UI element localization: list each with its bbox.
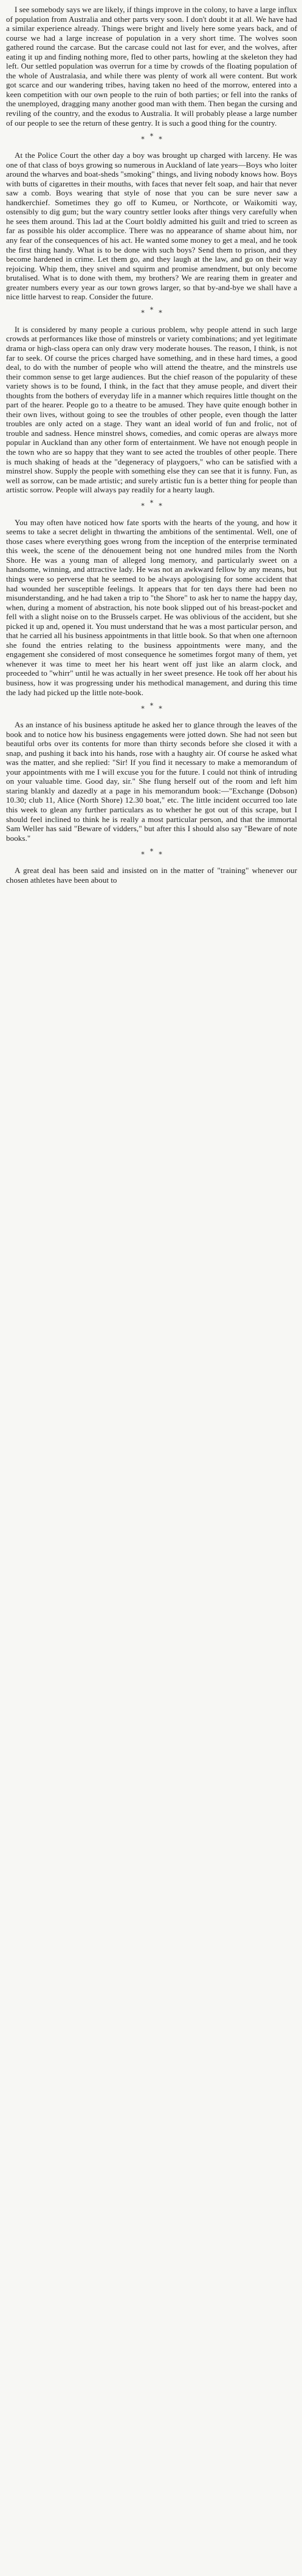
asterism-divider <box>6 702 297 715</box>
paragraph-influx: I see somebody says we are likely, if things improve in the colony, to have a large influx of population from Australia and other parts very soon. I don't doubt it at all. We have had a similar experience already. Things were bright and lively here some years back, and of course we had a large increase of population in a very short time. The wolves soon gathered round the carcase. But the carcase could not last for ever, and the wolves, after eating it up and finding nothing more, fled to other parts, howling at the skeleton they had left. Our settled population was overrun for a time by crowds of the floating population of the whole of Australasia, and while there was plenty of work all were content. But work got scarce and our wandering tribes, having taken no heed of the morrow, entered into a keen competition with our own people to the ruin of both parties; or fell into the ranks of the unemployed, dragging many another good man with them. Then began the cursing and reviling of the country, and the exodus to Australia. It will probably please a large number of our people to see the return of these gentry. It is such a good thing for the country. <box>6 5 297 127</box>
paragraph-fate-and-young: You may often have noticed how fate sports with the hearts of the young, and how it seems to take a secret delight in thwarting the ambitions of the sentimental. Well, one of those cases where everything goes wrong from the inception of the enterprise terminated this week, the scene of the dénouement being not one hundred miles from the North Shore. He was a young man of alleged long memory, and particularly sweet on a handsome, winning, and attractive lady. He was not an awkward fellow by any means, but things were so perverse that he seemed to be always apologising for some accident that had wounded her susceptible feelings. It appears that for ten days there had been no misunderstanding, and he had taken a trip to "the Shore" to ask her to name the happy day, when, during a moment of abstraction, his note book slipped out of his breast-pocket and fell with a slight noise on to the Brussels carpet. He was oblivious of the accident, but she picked it up and, opened it. You must understand that he was a most particular person, and that he carried all his business appointments in that little book. So that when one afternoon she found the entries relating to the business appointments were many, and the engagement she considered of most consequence he sometimes forgot many of them, yet whenever it was time to meet her his heart went off just like an alarm clock, and proceeded to "whirr" until he was actually in her sweet presence. He took off her about his business, how it was progressing under his methodical management, and during this time the lady had picked up the little note-book. <box>6 517 297 697</box>
asterisk-glyph: * <box>159 850 162 858</box>
asterisk-glyph: * <box>141 135 145 143</box>
asterisk-glyph: * <box>159 135 162 143</box>
asterism-divider <box>6 848 297 860</box>
asterism-divider <box>6 133 297 145</box>
paragraph-police-court: At the Police Court the other day a boy was brought up charged with larceny. He was one of that class of boys growing so numerous in Auckland of late years—Boys who loiter around the wharves and boat-sheds "smoking" things, and living nobody knows how. Boys with butts of cigarettes in their mouths, with faces that never felt soap, and hair that never saw a comb. Boys wearing that style of nose that you can be sure never saw a handkerchief. Sometimes they go off to Kumeu, or Northcote, or Waikomiti way, ostensibly to dig gum; but the wary country settler looks after things very carefully when he sees them around. This lad at the Court boldly admitted his guilt and tried to screen as far as possible his older accomplice. There was no appearance of shame about him, nor any fear of the consequences of his act. He wanted some money to get a meal, and he took the first thing handy. What is to be done with such boys? Send them to prison, and they become hardened in crime. Let them go, and they laugh at the law, and go on their way rejoicing. Whip them, they snivel and squirm and promise amendment, but only become brutalised. What is to done with them, my brothers? We are rearing them in greater and greater numbers every year as our town grows larger, so that by-and-bye we shall have a nice little harvest to reap. Consider the future. <box>6 151 297 302</box>
asterisk-glyph: * <box>141 704 145 713</box>
asterisk-glyph: * <box>149 701 154 710</box>
paragraph-note-books: As an instance of his business aptitude he asked her to glance through the leaves of the book and to notice how his business engagements were jotted down. She had not seen but beautiful orbs over its contents for more than thirty seconds before she closed it with a snap, and pushing it back into his hands, rose with a haughty air. Of course he asked what was the matter, and she replied: "Sir! If you find it necessary to make a memorandum of your appointments with me I will excuse you for the future. I could not think of intruding on your valuable time. Good day, sir." She flung herself out of the room and left him staring blankly and dazedly at a page in his memorandum book:—"Exchange (Dobson) 10.30; club 11, Alice (North Shore) 12.30 boat," etc. The little incident occurred too late this week to glean any further particulars as to whether he got out of this scrape, but I should feel inclined to think he is really a most particular person, and that the immortal Sam Weller has said "Beware of vidders," but after this I should also say "Beware of note books." <box>6 720 297 843</box>
asterisk-glyph: * <box>159 704 162 713</box>
asterisk-glyph: * <box>141 502 145 511</box>
asterisk-glyph: * <box>141 309 145 318</box>
asterisk-glyph: * <box>141 850 145 858</box>
asterism-divider <box>6 307 297 319</box>
asterisk-glyph: * <box>159 309 162 318</box>
asterisk-glyph: * <box>159 502 162 511</box>
asterisk-glyph: * <box>149 132 154 140</box>
asterisk-glyph: * <box>149 847 154 855</box>
asterisk-glyph: * <box>149 499 154 508</box>
paragraph-training: A great deal has been said and insisted on in the matter of "training" whenever our chosen athletes have been about to <box>6 866 297 885</box>
asterism-divider <box>6 500 297 512</box>
asterisk-glyph: * <box>149 306 154 314</box>
paragraph-popular-shows: It is considered by many people a curious problem, why people attend in such large crowds at performances like those of minstrels or variety combinations; and yet legitimate drama or high-class opera can only draw very moderate houses. The reason, I think, is not far to seek. Of course the prices charged have something, and in these hard times, a good deal, to do with the number of people who will attend the theatre, and the minstrels use their common sense to get large audiences. But the chief reason of the popularity of these variety shows is to be found, I think, in the fact that they amuse people, and divert their thoughts from the bothers of everyday life in a manner which requires little thought on the part of the hearer. People go to a theatre to be amused. They have quite enough bother in their own lives, without going to see the troubles of other people, even though the latter troubles are only acted on a stage. They want an ideal world of fun and frolic, not of trouble and sadness. Hence minstrel shows, comedies, and comic operas are always more popular in Auckland than any other form of entertainment. We have not enough people in the town who are so happy that they want to see acted the troubles of other people. There is much shaking of heads at the "degeneracy of playgoers," who can be satisfied with a minstrel show. Supply the people with something else they can see that it is funny. Fun, as well as sorrow, can be made artistic; and surely artistic fun is a better thing for people than artistic sorrow. People will always pay readily for a hearty laugh. <box>6 324 297 495</box>
